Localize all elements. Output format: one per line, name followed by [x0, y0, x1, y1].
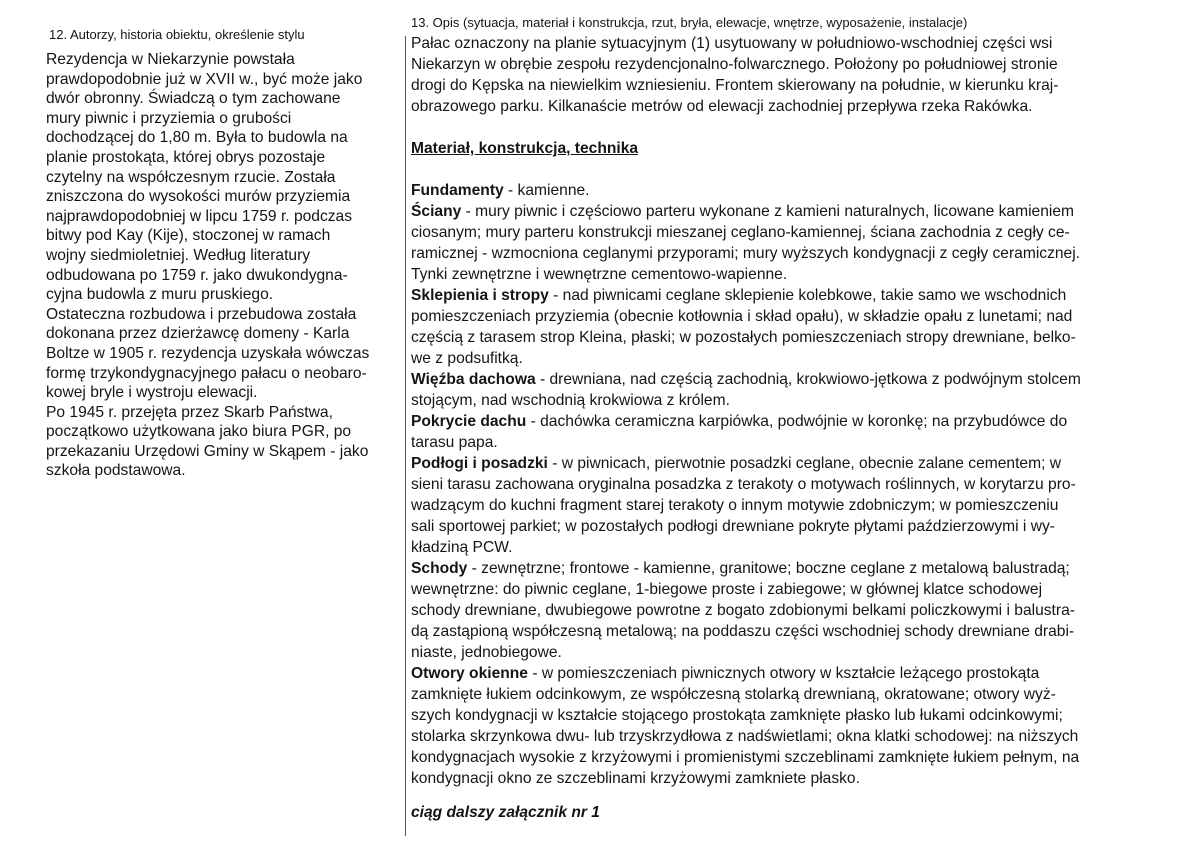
- material-line: [411, 558, 1171, 579]
- material-line: sieni tarasu zachowana oryginalna posadzka z terakoty o motywach roślinnych, w korytarzu pro-: [411, 476, 1076, 493]
- material-line: wewnętrzne: do piwnic ceglane, 1-biegowe proste i zabiegowe; w głównej klatce schodowej: [411, 581, 1043, 598]
- material-text: - kamienne.: [503, 182, 590, 199]
- material-entry: [411, 663, 1171, 789]
- material-term: Otwory okienne: [411, 665, 528, 682]
- history-line: cyjna budowla z muru pruskiego.: [46, 286, 274, 304]
- materials-section-title: Materiał, konstrukcja, technika: [411, 140, 639, 157]
- material-text: - w piwnicach, pierwotnie posadzki ceglane, obecnie zalane cementem; w: [547, 455, 1062, 472]
- material-line: ciosanym; mury parteru konstrukcji mieszanej ceglano-kamiennej, ściana zachodnia z cegły ce-: [411, 224, 1070, 241]
- material-entry: [411, 285, 1171, 369]
- material-term: Ściany: [411, 203, 462, 220]
- material-text: - w pomieszczeniach piwnicznych otwory w kształcie leżącego prostokąta: [527, 665, 1040, 682]
- history-line: planie prostokąta, której obrys pozostaje: [46, 148, 326, 166]
- history-line: bitwy pod Kay (Kije), stoczonej w ramach: [46, 227, 331, 245]
- material-term: Podłogi i posadzki: [411, 455, 548, 472]
- history-line: dokonana przez dzierżawcę domeny - Karla: [46, 325, 350, 343]
- history-line: Ostateczna rozbudowa i przebudowa została: [46, 305, 357, 323]
- history-line: dochodzącej do 1,80 m. Była to budowla na: [46, 129, 348, 147]
- material-line: szych kondygnacji w kształcie stojącego prostokąta zamknięte płasko lub łukami odcinkowymi;: [411, 707, 1063, 724]
- material-line: wadzącym do kuchni fragment starej terakoty o innym motywie zdobniczym; w pomieszczeniu: [411, 497, 1059, 514]
- history-line: formę trzykondygnacyjnego pałacu o neobaro-: [46, 364, 367, 382]
- material-line: Tynki zewnętrzne i wewnętrzne cementowo-wapienne.: [411, 266, 788, 283]
- material-term: Schody: [411, 560, 468, 577]
- history-line: Po 1945 r. przejęta przez Skarb Państwa,: [46, 403, 333, 421]
- material-line: [411, 453, 1171, 474]
- material-line: kondygnacji okno ze szczeblinami krzyżowymi zamkniete płasko.: [411, 770, 860, 787]
- history-line: Rezydencja w Niekarzynie powstała: [46, 51, 295, 68]
- intro-line: drogi do Kępska na niewielkim wzniesieniu. Frontem skierowany na południe, w kierunku kraj-: [411, 77, 1059, 94]
- material-line: [411, 180, 1171, 201]
- history-line: prawdopodobnie już w XVII w., być może jako: [46, 70, 363, 88]
- material-line: [411, 663, 1171, 684]
- material-term: Więźba dachowa: [411, 371, 536, 388]
- material-text: - dachówka ceramiczna karpiówka, podwójnie w koronkę; na przybudówce do: [526, 413, 1068, 430]
- material-line: niaste, jednobiegowe.: [411, 644, 562, 661]
- history-line: dwór obronny. Świadczą o tym zachowane: [46, 90, 341, 108]
- material-line: dą zastąpioną współczesną metalową; na poddaszu części wschodniej schody drewniane drabi-: [411, 623, 1075, 640]
- material-term: Fundamenty: [411, 182, 504, 199]
- material-term: Pokrycie dachu: [411, 413, 527, 430]
- history-line: przekazaniu Urzędowi Gminy w Skąpem - jako: [46, 442, 369, 460]
- material-text: - drewniana, nad częścią zachodnią, krokwiowo-jętkowa z podwójnym stolcem: [535, 371, 1081, 388]
- materials-list: [411, 180, 1171, 789]
- material-line: [411, 201, 1171, 222]
- section-13-heading: 13. Opis (sytuacja, materiał i konstrukcja, rzut, bryła, elewacje, wnętrze, wyposażenie, instalacje): [411, 15, 968, 30]
- material-term: Sklepienia i stropy: [411, 287, 549, 304]
- material-entry: [411, 453, 1171, 558]
- history-line: mury piwnic i przyziemia o grubości: [46, 109, 292, 127]
- material-line: [411, 411, 1171, 432]
- history-line: najprawdopodobniej w lipcu 1759 r. podczas: [46, 207, 353, 225]
- material-line: kondygnacjach wysokie z krzyżowymi i promienistymi szczeblinami zamknięte łukiem pełnym, na: [411, 749, 1080, 766]
- description-column: [411, 14, 1171, 823]
- history-line: wojny siedmioletniej. Według literatury: [46, 246, 311, 264]
- section-12-heading: 12. Autorzy, historia obiektu, określenie stylu: [49, 27, 305, 42]
- material-line: pomieszczeniach przyziemia (obecnie kotłownia i skład opału), w składzie opału z lunetami; nad: [411, 308, 1073, 325]
- material-line: [411, 369, 1171, 390]
- history-line: początkowo użytkowana jako biura PGR, po: [46, 423, 352, 441]
- material-entry: [411, 369, 1171, 411]
- intro-paragraph: [411, 33, 1171, 117]
- material-entry: [411, 558, 1171, 663]
- material-text: - nad piwnicami ceglane sklepienie kolebkowe, takie samo we wschodnich: [548, 287, 1067, 304]
- material-line: zamknięte łukiem odcinkowym, ze współczesną stolarką drewnianą, okratowane; otwory wyż-: [411, 686, 1056, 703]
- history-line: czytelny na współczesnym rzucie. Została: [46, 168, 336, 186]
- material-line: schody drewniane, dwubiegowe powrotne z bogato zdobionymi belkami policzkowymi i balustra-: [411, 602, 1075, 619]
- material-text: - zewnętrzne; frontowe - kamienne, granitowe; boczne ceglane z metalową balustradą;: [467, 560, 1070, 577]
- material-entry: [411, 201, 1171, 285]
- material-line: ramicznej - wzmocniona ceglanymi przyporami; mury wyższych kondygnacji z cegły ceramicznej.: [411, 245, 1081, 262]
- intro-line: obrazowego parku. Kilkanaście metrów od elewacji zachodniej przepływa rzeka Rakówka.: [411, 98, 1033, 115]
- history-text: [46, 50, 406, 481]
- material-line: we z podsufitką.: [411, 350, 523, 367]
- material-line: częścią z tarasem strop Kleina, płaski; w pozostałych pomieszczeniach stropy drewniane, belko-: [411, 329, 1076, 346]
- material-line: [411, 285, 1171, 306]
- material-line: stojącym, nad wschodnią krokwiowa z królem.: [411, 392, 730, 409]
- intro-line: Niekarzyn w obrębie zespołu rezydencjonalno-folwarcznego. Położony po południowej stronie: [411, 56, 1058, 73]
- material-entry: [411, 180, 1171, 201]
- material-line: tarasu papa.: [411, 434, 498, 451]
- intro-line: Pałac oznaczony na planie sytuacyjnym (1) usytuowany w południowo-wschodniej części wsi: [411, 35, 1053, 52]
- history-line: Boltze w 1905 r. rezydencja uzyskała wówczas: [46, 344, 370, 362]
- material-line: stolarka skrzynkowa dwu- lub trzyskrzydłowa z nadświetlami; okna klatki schodowej: na niższych: [411, 728, 1079, 745]
- history-line: zniszczona do wysokości murów przyziemia: [46, 188, 351, 206]
- material-text: - mury piwnic i częściowo parteru wykonane z kamieni naturalnych, licowane kamieniem: [461, 203, 1075, 220]
- history-line: kowej bryle i wystroju elewacji.: [46, 384, 258, 402]
- description-text: [411, 33, 1171, 823]
- continuation-note: ciąg dalszy załącznik nr 1: [411, 804, 600, 821]
- history-column: [46, 26, 406, 481]
- history-line: odbudowana po 1759 r. jako dwukondygna-: [46, 266, 348, 284]
- material-line: kładziną PCW.: [411, 539, 513, 556]
- history-line: szkoła podstawowa.: [46, 462, 186, 480]
- material-line: sali sportowej parkiet; w pozostałych podłogi drewniane pokryte płytami paździerzowymi i wy-: [411, 518, 1055, 535]
- material-entry: [411, 411, 1171, 453]
